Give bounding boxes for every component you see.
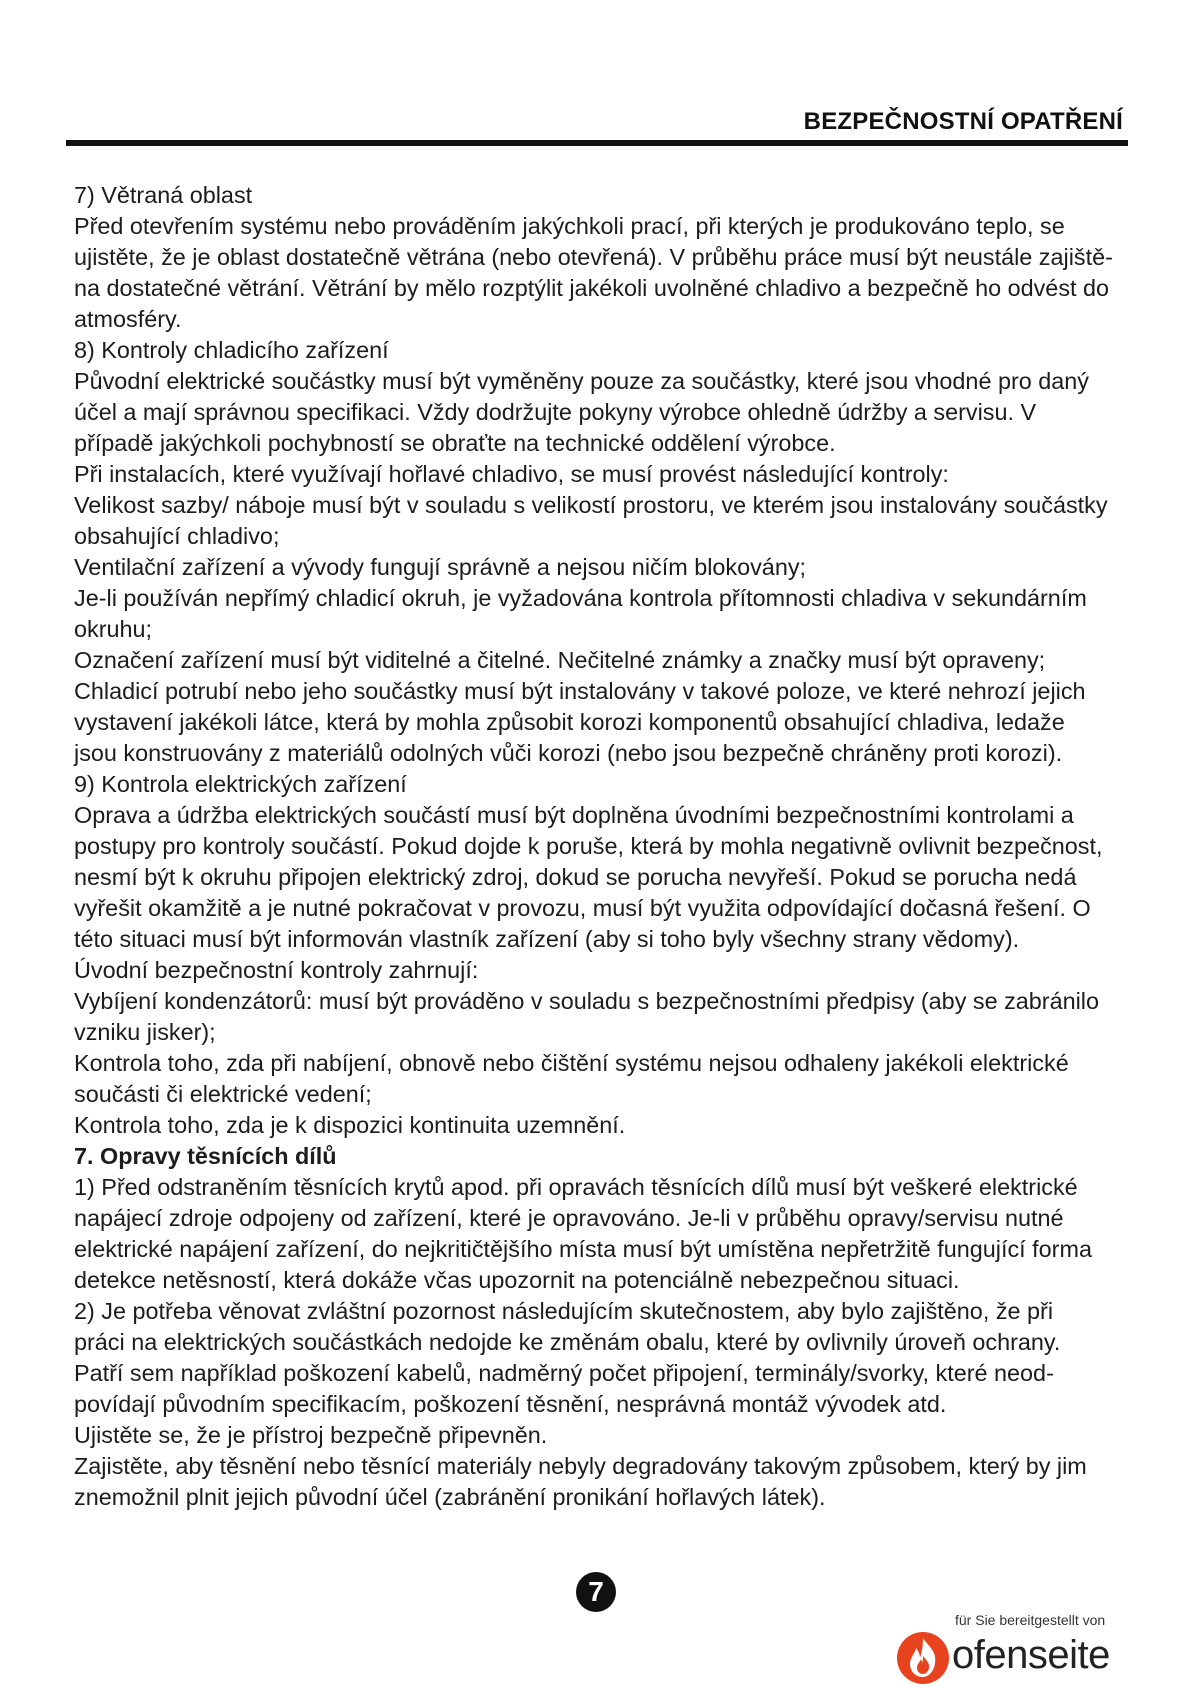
text-line: okruhu;: [74, 616, 153, 642]
text-line: Kontrola toho, zda při nabíjení, obnově nebo čištění systému nejsou odhaleny jakékoli elektrické: [74, 1050, 1069, 1076]
text-line: Velikost sazby/ náboje musí být v souladu s velikostí prostoru, ve kterém jsou instalovány součástky: [74, 492, 1108, 518]
text-line: jsou konstruovány z materiálů odolných vůči korozi (nebo jsou bezpečně chráněny proti korozi).: [74, 740, 1063, 766]
text-line: Při instalacích, které využívají hořlavé chladivo, se musí provést následující kontroly:: [74, 461, 949, 487]
text-line: Kontrola toho, zda je k dispozici kontinuita uzemnění.: [74, 1112, 626, 1138]
chapter-heading: 7. Opravy těsnících dílů: [74, 1143, 337, 1169]
text-line: Označení zařízení musí být viditelné a čitelné. Nečitelné známky a značky musí být opraveny;: [74, 647, 1046, 673]
text-line: Úvodní bezpečnostní kontroly zahrnují:: [74, 957, 479, 983]
section-heading: 8) Kontroly chladicího zařízení: [74, 337, 389, 363]
text-line: této situaci musí být informován vlastník zařízení (aby si toho byly všechny strany vědomy).: [74, 926, 1020, 952]
section-heading: 9) Kontrola elektrických zařízení: [74, 771, 407, 797]
page-header-title: BEZPEČNOSTNÍ OPATŘENÍ: [803, 108, 1123, 135]
document-body: [74, 180, 1124, 1513]
text-line: Původní elektrické součástky musí být vyměněny pouze za součástky, které jsou vhodné pro daný: [74, 368, 1089, 394]
text-line: obsahující chladivo;: [74, 523, 280, 549]
text-line: vyřešit okamžitě a je nutné pokračovat v provozu, musí být využita odpovídající dočasná řešení. O: [74, 895, 1091, 921]
text-line: vystavení jakékoli látce, která by mohla způsobit korozi komponentů obsahující chladiva, ledaže: [74, 709, 1065, 735]
text-line: znemožnil plnit jejich původní účel (zabránění pronikání hořlavých látek).: [74, 1484, 826, 1510]
text-line: Ventilační zařízení a vývody fungují správně a nejsou ničím blokovány;: [74, 554, 807, 580]
text-line: součásti či elektrické vedení;: [74, 1081, 372, 1107]
brand-watermark: [890, 1612, 1140, 1684]
text-line: Patří sem například poškození kabelů, nadměrný počet připojení, terminály/svorky, které neod-: [74, 1360, 1054, 1386]
text-line: atmosféry.: [74, 306, 182, 332]
text-line: Chladicí potrubí nebo jeho součástky musí být instalovány v takové poloze, ve které nehrozí jejich: [74, 678, 1086, 704]
brand-name: ofenseite: [952, 1633, 1110, 1677]
text-line: elektrické napájení zařízení, do nejkritičtějšího místa musí být umístěna nepřetržitě fungující forma: [74, 1236, 1092, 1262]
section-heading: 7) Větraná oblast: [74, 182, 253, 208]
text-line: vzniku jisker);: [74, 1019, 216, 1045]
text-line: Před otevřením systému nebo prováděním jakýchkoli prací, při kterých je produkováno teplo, se: [74, 213, 1065, 239]
text-line: napájecí zdroje odpojeny od zařízení, které je opravováno. Je-li v průběhu opravy/servisu nutné: [74, 1205, 1064, 1231]
text-line: 1) Před odstraněním těsnících krytů apod. při opravách těsnících dílů musí být veškeré elektrické: [74, 1174, 1078, 1200]
text-line: Je-li používán nepřímý chladicí okruh, je vyžadována kontrola přítomnosti chladiva v sekundárním: [74, 585, 1087, 611]
header-rule: [66, 140, 1128, 146]
page-number: 7: [576, 1572, 616, 1612]
text-line: případě jakýchkoli pochybností se obraťte na technické oddělení výrobce.: [74, 430, 836, 456]
text-line: Zajistěte, aby těsnění nebo těsnící materiály nebyly degradovány takovým způsobem, který by jim: [74, 1453, 1087, 1479]
text-line: Ujistěte se, že je přístroj bezpečně připevněn.: [74, 1422, 548, 1448]
text-line: Oprava a údržba elektrických součástí musí být doplněna úvodními bezpečnostními kontrolami a: [74, 802, 1074, 828]
text-line: ujistěte, že je oblast dostatečně větrána (nebo otevřená). V průběhu práce musí být neustále zajiště-: [74, 244, 1113, 270]
text-line: 2) Je potřeba věnovat zvláštní pozornost následujícím skutečnostem, aby bylo zajištěno, že při: [74, 1298, 1054, 1324]
text-line: detekce netěsností, která dokáže včas upozornit na potenciálně nebezpečnou situaci.: [74, 1267, 960, 1293]
text-line: povídají původním specifikacím, poškození těsnění, nesprávná montáž vývodek atd.: [74, 1391, 947, 1417]
text-line: účel a mají správnou specifikaci. Vždy dodržujte pokyny výrobce ohledně údržby a servisu. V: [74, 399, 1037, 425]
text-line: Vybíjení kondenzátorů: musí být prováděno v souladu s bezpečnostními předpisy (aby se zabránilo: [74, 988, 1100, 1014]
text-line: nesmí být k okruhu připojen elektrický zdroj, dokud se porucha nevyřeší. Pokud se porucha nedá: [74, 864, 1077, 890]
brand-tagline: für Sie bereitgestellt von: [955, 1612, 1106, 1628]
text-line: postupy pro kontroly součástí. Pokud dojde k poruše, která by mohla negativně ovlivnit bezpečnost,: [74, 833, 1103, 859]
text-line: na dostatečné větrání. Větrání by mělo rozptýlit jakékoli uvolněné chladivo a bezpečně ho odvést do: [74, 275, 1110, 301]
text-line: práci na elektrických součástkách nedojde ke změnám obalu, které by ovlivnily úroveň ochrany.: [74, 1329, 1061, 1355]
flame-icon: [895, 1630, 951, 1686]
